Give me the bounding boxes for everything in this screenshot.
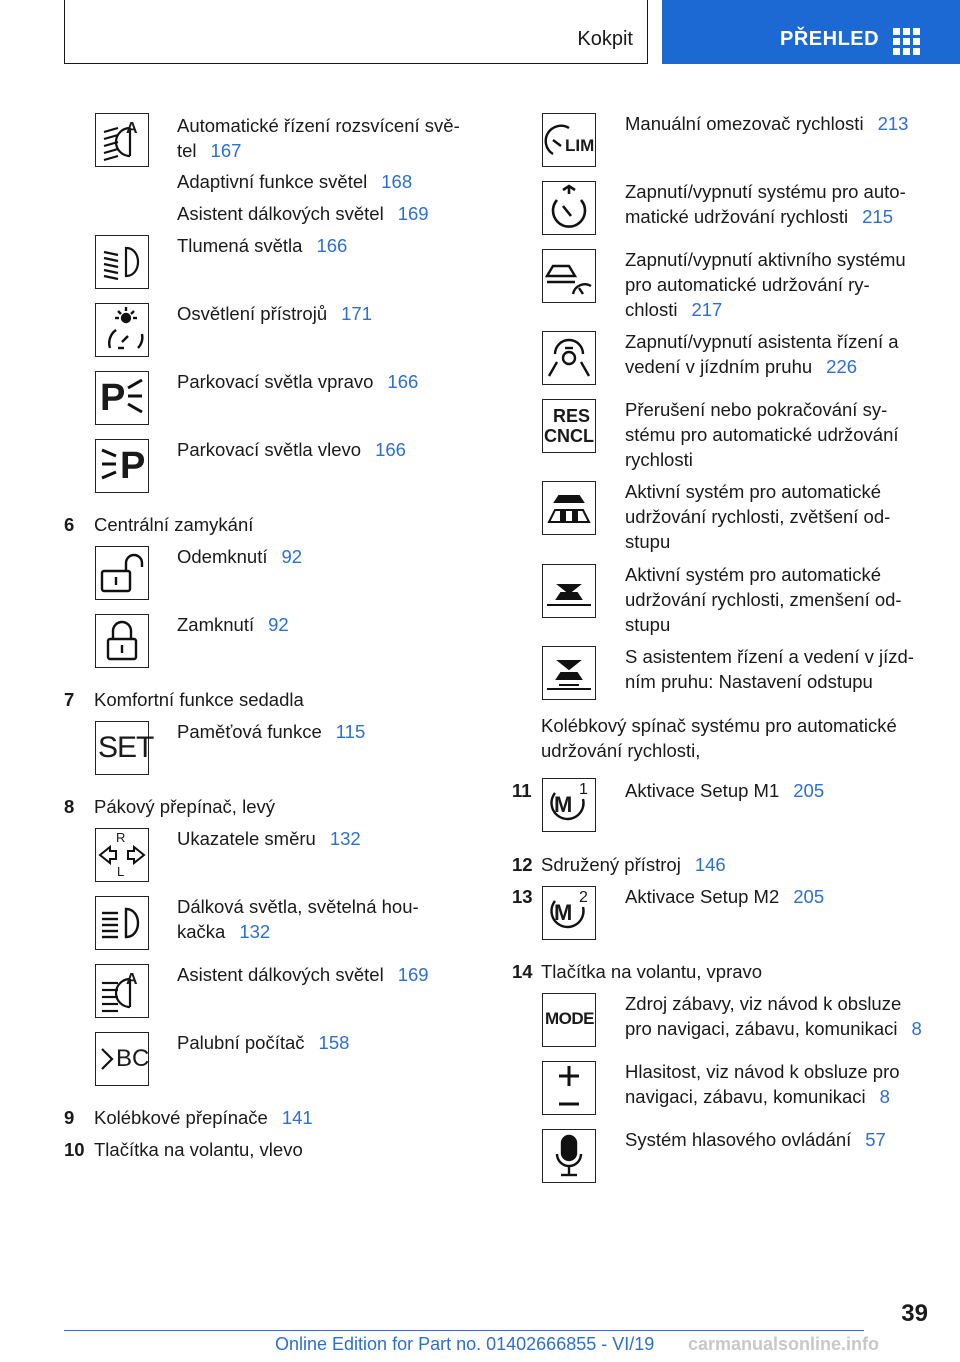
page-link[interactable]: 205 xyxy=(793,886,825,907)
left-item-17 xyxy=(177,1030,349,1055)
item-number: 6 xyxy=(64,514,75,535)
section-heading: Komfortní funkce sedadla xyxy=(94,689,304,710)
speed-limiter-icon xyxy=(542,113,596,167)
page-link[interactable]: 166 xyxy=(316,235,348,256)
icon-text: BC xyxy=(116,1045,150,1072)
page-link[interactable]: 169 xyxy=(397,203,429,224)
item-text: Hlasitost, viz návod k obsluze pro xyxy=(625,1061,900,1082)
right-item-15 xyxy=(625,1059,900,1109)
right-item-10 xyxy=(625,778,824,803)
page-link[interactable]: 132 xyxy=(329,828,361,849)
right-item-2 xyxy=(625,179,906,229)
item-number: 14 xyxy=(512,961,533,982)
res-cncl-icon xyxy=(542,399,596,453)
active-cruise-icon xyxy=(542,249,596,303)
left-item-6 xyxy=(177,369,418,394)
left-item-3 xyxy=(177,201,429,226)
board-computer-icon xyxy=(95,1032,149,1086)
icon-letter-a: A xyxy=(126,120,138,137)
left-item-12 xyxy=(177,719,365,744)
item-text: Zapnutí/vypnutí asistenta řízení a xyxy=(625,331,899,352)
item-text: Zdroj zábavy, viz návod k obsluze xyxy=(625,993,902,1014)
cruise-control-icon xyxy=(542,181,596,235)
page-link[interactable]: 57 xyxy=(865,1129,886,1150)
item-number: 13 xyxy=(512,886,533,907)
item-text: Aktivace Setup M1 xyxy=(625,780,780,801)
right-item-1 xyxy=(625,111,908,136)
left-item-1 xyxy=(177,113,460,163)
item-text: Paměťová funkce xyxy=(177,721,322,742)
turn-signal-icon xyxy=(95,828,149,882)
item-text: kačka xyxy=(177,921,226,942)
page-link[interactable]: 205 xyxy=(793,780,825,801)
icon-text: MODE xyxy=(545,1009,594,1028)
page-link[interactable]: 141 xyxy=(281,1107,313,1128)
icon-text: M xyxy=(554,900,573,925)
item-text: Parkovací světla vlevo xyxy=(177,439,362,460)
distance-setting-icon xyxy=(542,646,596,700)
set-memory-icon xyxy=(95,721,154,775)
section-heading: Pákový přepínač, levý xyxy=(94,796,275,817)
rocker-switch-note xyxy=(541,713,897,763)
left-item-14 xyxy=(177,826,361,851)
page-link[interactable]: 132 xyxy=(239,921,271,942)
right-item-3 xyxy=(625,247,906,322)
chapter-title: PŘEHLED xyxy=(780,28,880,50)
lock-icon xyxy=(95,614,149,668)
right-item-7 xyxy=(625,562,902,637)
icon-text: 2 xyxy=(579,889,588,906)
page-link[interactable]: 8 xyxy=(879,1086,890,1107)
item-text: Adaptivní funkce světel xyxy=(177,171,368,192)
section-heading: Tlačítka na volantu, vpravo xyxy=(541,961,763,982)
item-text: Kolébkový spínač systému pro automatické xyxy=(541,715,897,736)
left-item-2 xyxy=(177,169,412,194)
setup-m1-icon xyxy=(542,778,596,832)
item-text: tel xyxy=(177,140,197,161)
item-text: Aktivní systém pro automatické xyxy=(625,481,882,502)
page-link[interactable]: 166 xyxy=(387,371,419,392)
distance-decrease-icon xyxy=(542,564,596,618)
item-number: 8 xyxy=(64,796,75,817)
section-heading: Centrální zamykání xyxy=(94,514,254,535)
page-number: 39 xyxy=(901,1300,928,1327)
item-text: Přerušení nebo pokračování sy- xyxy=(625,399,888,420)
section-heading xyxy=(541,852,726,877)
page-link[interactable]: 166 xyxy=(375,439,406,460)
item-text: Ukazatele směru xyxy=(177,828,316,849)
parking-light-left-icon xyxy=(95,439,149,493)
item-text: Osvětlení přístrojů xyxy=(177,303,328,324)
left-item-10 xyxy=(177,612,289,637)
high-beam-assist-icon xyxy=(95,964,149,1018)
parking-light-right-icon xyxy=(95,371,149,425)
item-number: 9 xyxy=(64,1107,75,1128)
grid-menu-icon[interactable] xyxy=(893,28,921,56)
item-text: Aktivace Setup M2 xyxy=(625,886,780,907)
page-link[interactable]: 8 xyxy=(911,1018,922,1039)
item-text: Palubní počítač xyxy=(177,1032,305,1053)
page-link[interactable]: 146 xyxy=(694,854,726,875)
item-text: Aktivní systém pro automatické xyxy=(625,564,882,585)
item-text: Dálková světla, světelná hou- xyxy=(177,896,419,917)
page-link[interactable]: 168 xyxy=(381,171,413,192)
icon-letter-p: P xyxy=(100,377,126,419)
footer-divider xyxy=(64,1330,864,1331)
item-text: udržování rychlosti, zvětšení od- xyxy=(625,506,891,527)
icon-text: RES xyxy=(553,406,591,426)
item-text: Systém hlasového ovládání xyxy=(625,1129,852,1150)
item-text: Parkovací světla vpravo xyxy=(177,371,374,392)
right-item-16 xyxy=(625,1127,886,1152)
item-text: S asistentem řízení a vedení v jízd- xyxy=(625,646,914,667)
icon-letter-p: P xyxy=(120,445,146,487)
left-item-4 xyxy=(177,233,347,258)
icon-letter-l: L xyxy=(117,864,125,879)
item-text: udržování rychlosti, xyxy=(541,740,701,761)
footer-edition: Online Edition for Part no. 01402666855 - VI/19 xyxy=(275,1334,655,1354)
left-item-5 xyxy=(177,301,372,326)
item-text: navigaci, zábavu, komunikaci xyxy=(625,1086,866,1107)
item-number: 12 xyxy=(512,854,533,875)
item-text: rychlosti xyxy=(625,449,693,470)
item-text: Zapnutí/vypnutí aktivního systému xyxy=(625,249,906,270)
page-link[interactable]: 158 xyxy=(318,1032,350,1053)
page-link[interactable]: 92 xyxy=(281,546,303,567)
right-item-14 xyxy=(625,991,922,1041)
icon-text: M xyxy=(554,792,573,817)
left-item-9 xyxy=(177,544,302,569)
item-text: vedení v jízdním pruhu xyxy=(625,356,813,377)
item-text: Zamknutí xyxy=(177,614,255,635)
left-item-16 xyxy=(177,962,429,987)
item-text: pro automatické udržování ry- xyxy=(625,274,870,295)
item-text: stupu xyxy=(625,531,671,552)
lane-assist-icon xyxy=(542,331,596,385)
icon-text: 1 xyxy=(579,781,588,798)
page-link[interactable]: 226 xyxy=(826,356,858,377)
item-text: Sdružený přístroj xyxy=(541,854,681,875)
item-text: matické udržování rychlosti xyxy=(625,206,849,227)
high-beam-icon xyxy=(95,896,149,950)
watermark: carmanualsonline.info xyxy=(688,1334,880,1354)
page-link[interactable]: 215 xyxy=(862,206,893,227)
item-text: Automatické řízení rozsvícení svě- xyxy=(177,115,460,136)
instrument-lighting-icon xyxy=(95,303,149,357)
setup-m2-icon xyxy=(542,886,596,940)
page-link[interactable]: 171 xyxy=(341,303,372,324)
item-text: Asistent dálkových světel xyxy=(177,203,384,224)
right-item-12 xyxy=(625,884,824,909)
icon-letter-a: A xyxy=(126,971,138,988)
section-heading: Tlačítka na volantu, vlevo xyxy=(94,1139,303,1160)
header-chapter-box[interactable] xyxy=(662,0,960,64)
right-item-5 xyxy=(625,397,899,472)
right-item-8 xyxy=(625,644,914,694)
page-link[interactable]: 217 xyxy=(691,299,723,320)
icon-letter-r: R xyxy=(116,830,126,845)
item-text: Odemknutí xyxy=(177,546,268,567)
item-text: Tlumená světla xyxy=(177,235,303,256)
page-link[interactable]: 115 xyxy=(335,721,366,742)
header-section-box xyxy=(64,0,648,64)
icon-text: SET xyxy=(98,731,154,764)
item-text: udržování rychlosti, zmenšení od- xyxy=(625,589,902,610)
item-text: Zapnutí/vypnutí systému pro auto- xyxy=(625,181,906,202)
left-item-7 xyxy=(177,437,406,462)
section-heading xyxy=(94,1105,313,1130)
page-link[interactable]: 169 xyxy=(397,964,429,985)
item-text: pro navigaci, zábavu, komunikaci xyxy=(625,1018,898,1039)
auto-light-icon xyxy=(95,113,149,167)
icon-text: LIM xyxy=(565,136,595,155)
page-link[interactable]: 213 xyxy=(877,113,909,134)
microphone-icon xyxy=(542,1129,596,1183)
item-number: 7 xyxy=(64,689,75,710)
left-item-15 xyxy=(177,894,419,944)
item-text: Kolébkové přepínače xyxy=(94,1107,268,1128)
item-text: ním pruhu: Nastavení odstupu xyxy=(625,671,873,692)
item-text: chlosti xyxy=(625,299,678,320)
item-text: Manuální omezovač rychlosti xyxy=(625,113,864,134)
distance-increase-icon xyxy=(542,481,596,535)
item-text: stému pro automatické udržování xyxy=(625,424,899,445)
item-number: 10 xyxy=(64,1139,85,1160)
page-link[interactable]: 167 xyxy=(210,140,242,161)
low-beam-icon xyxy=(95,235,149,289)
mode-icon xyxy=(542,993,596,1047)
item-text: stupu xyxy=(625,614,671,635)
item-number: 11 xyxy=(512,780,532,801)
item-text: Asistent dálkových světel xyxy=(177,964,384,985)
right-item-4 xyxy=(625,329,899,379)
volume-icon xyxy=(542,1061,596,1115)
right-item-6 xyxy=(625,479,890,554)
unlock-icon xyxy=(95,546,149,600)
section-title: Kokpit xyxy=(577,28,633,50)
page-link[interactable]: 92 xyxy=(268,614,289,635)
icon-text: CNCL xyxy=(544,426,594,446)
